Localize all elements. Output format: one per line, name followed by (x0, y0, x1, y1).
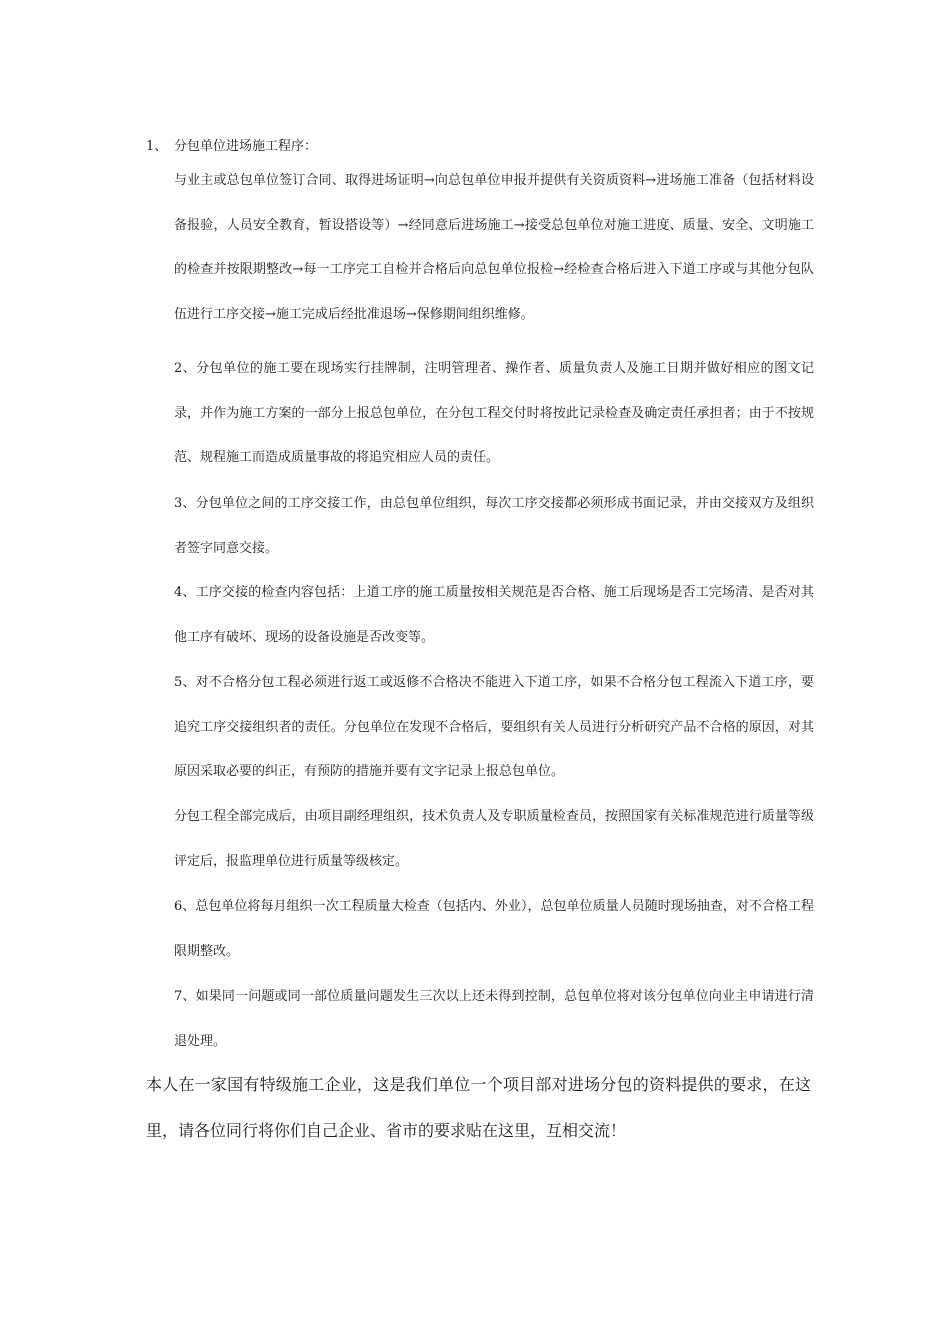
section-number: 1、 (146, 139, 168, 154)
footer-note: 本人在一家国有特级施工企业，这是我们单位一个项目部对进场分包的资料提供的要求，在这里，请各位同行将你们自己企业、省市的要求贴在这里，互相交流！ (146, 1075, 811, 1140)
paragraph-item-6: 6、总包单位将每月组织一次工程质量大检查（包括内、外业），总包单位质量人员随时现场抽查，对不合格工程限期整改。 (174, 899, 814, 959)
paragraph-item-5: 5、对不合格分包工程必须进行返工或返修不合格决不能进入下道工序，如果不合格分包工程流入下道工序，要追究工序交接组织者的责任。分包单位在发现不合格后，要组织有关人员进行分析研究产品不合格的原因，对其原因采取必要的纠正，有预防的措施并要有文字记录上报总包单位。 (174, 675, 814, 779)
section-title: 分包单位进场施工程序： (174, 139, 318, 154)
paragraph-entry-procedure: 与业主或总包单位签订合同、取得进场证明→向总包单位申报并提供有关资质资料→进场施工准备（包括材料设备报验，人员安全教育，暂设搭设等）→经同意后进场施工→接受总包单位对施工进度、质量、安全、文明施工的检查并按限期整改→每一工序完工自检并合格后向总包单位报检→经检查合格后进入下道工序或与其他分包队伍进行工序交接→施工完成后经批准退场→保修期间组织维修。 (174, 173, 814, 322)
paragraph-completion: 分包工程全部完成后，由项目副经理组织，技术负责人及专职质量检查员，按照国家有关标准规范进行质量等级评定后，报监理单位进行质量等级核定。 (174, 809, 814, 869)
paragraph-item-3: 3、分包单位之间的工序交接工作，由总包单位组织，每次工序交接都必须形成书面记录，并由交接双方及组织者签字同意交接。 (174, 496, 814, 556)
paragraph-item-2: 2、分包单位的施工要在现场实行挂牌制，注明管理者、操作者、质量负责人及施工日期并做好相应的图文记录，并作为施工方案的一部分上报总包单位，在分包工程交付时将按此记录检查及确定责任承担者；由于不按规范、规程施工而造成质量事故的将追究相应人员的责任。 (174, 361, 814, 465)
paragraph-item-7: 7、如果同一问题或同一部位质量问题发生三次以上还未得到控制，总包单位将对该分包单位向业主申请进行清退处理。 (174, 989, 814, 1049)
section-heading (146, 137, 317, 157)
paragraph-item-4: 4、工序交接的检查内容包括：上道工序的施工质量按相关规范是否合格、施工后现场是否工完场清、是否对其他工序有破坏、现场的设备设施是否改变等。 (174, 585, 814, 645)
